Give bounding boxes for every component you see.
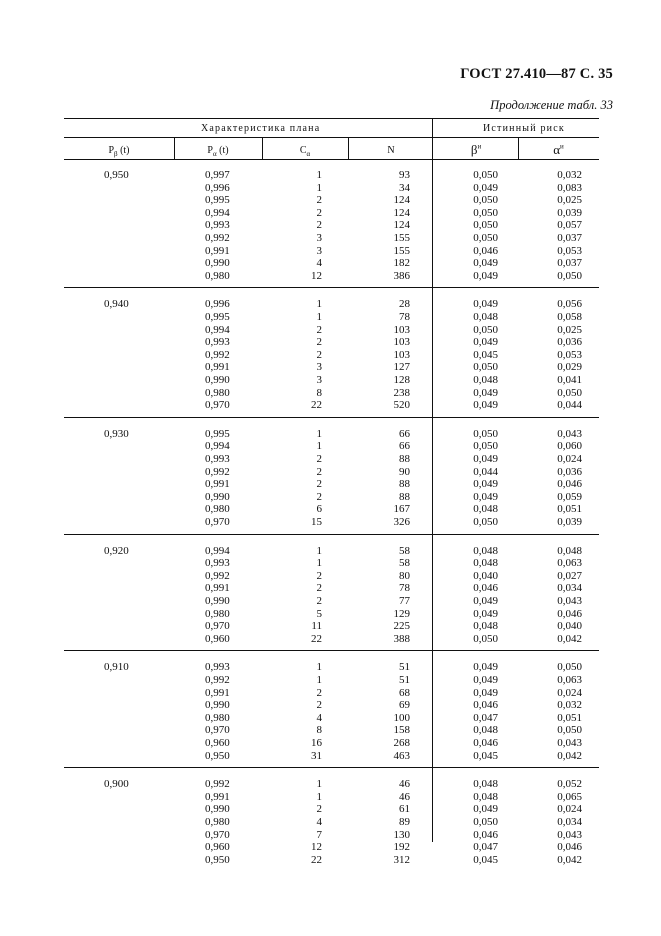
cell-pa: 0,997 bbox=[205, 169, 230, 181]
cell-beta: 0,048 bbox=[473, 374, 498, 386]
cell-n: 386 bbox=[393, 269, 410, 282]
cell-alpha: 0,036 bbox=[557, 336, 582, 349]
cell-alpha: 0,039 bbox=[557, 206, 582, 219]
cell-pa: 0,990 bbox=[205, 699, 230, 712]
cell-c: 2 bbox=[316, 453, 322, 465]
cell-alpha: 0,024 bbox=[557, 453, 582, 465]
cell-n: 124 bbox=[393, 219, 410, 232]
cell-pa: 0,994 bbox=[205, 544, 230, 557]
cell-pa: 0,991 bbox=[205, 790, 230, 803]
cell-pa: 0,992 bbox=[205, 674, 230, 686]
cell-pb: 0,900 bbox=[104, 778, 129, 791]
cell-alpha: 0,046 bbox=[557, 607, 582, 620]
cell-n: 80 bbox=[399, 569, 410, 582]
cell-alpha: 0,032 bbox=[557, 169, 582, 181]
cell-c: 1 bbox=[316, 440, 322, 453]
cell-n: 61 bbox=[399, 803, 410, 816]
cell-beta: 0,049 bbox=[473, 269, 498, 282]
cell-c: 31 bbox=[311, 749, 322, 762]
cell-alpha: 0,057 bbox=[557, 219, 582, 232]
cell-n: 100 bbox=[393, 711, 410, 724]
cell-n: 192 bbox=[393, 841, 410, 854]
group-separator bbox=[64, 417, 599, 418]
cell-n: 78 bbox=[399, 311, 410, 323]
cell-n: 46 bbox=[399, 778, 410, 791]
cell-alpha: 0,063 bbox=[557, 674, 582, 686]
cell-beta: 0,048 bbox=[473, 724, 498, 737]
cell-beta: 0,050 bbox=[473, 516, 498, 528]
cell-n: 93 bbox=[399, 169, 410, 181]
cell-beta: 0,050 bbox=[473, 816, 498, 828]
cell-n: 58 bbox=[399, 544, 410, 557]
cell-pa: 0,980 bbox=[205, 269, 230, 282]
cell-beta: 0,049 bbox=[473, 257, 498, 270]
cell-alpha: 0,034 bbox=[557, 582, 582, 595]
cell-c: 1 bbox=[316, 790, 322, 803]
cell-beta: 0,048 bbox=[473, 311, 498, 323]
cell-alpha: 0,043 bbox=[557, 427, 582, 440]
cell-alpha: 0,050 bbox=[557, 269, 582, 282]
cell-beta: 0,049 bbox=[473, 803, 498, 816]
col-header-pb bbox=[64, 145, 174, 158]
col-header-pb-sub: β bbox=[114, 150, 118, 158]
cell-beta: 0,048 bbox=[473, 544, 498, 557]
cell-c: 22 bbox=[311, 399, 322, 412]
cell-n: 66 bbox=[399, 427, 410, 440]
cell-beta: 0,046 bbox=[473, 244, 498, 257]
cell-n: 463 bbox=[393, 749, 410, 762]
cell-pa: 0,990 bbox=[205, 803, 230, 816]
cell-pa: 0,993 bbox=[205, 453, 230, 465]
cell-c: 2 bbox=[316, 582, 322, 595]
cell-alpha: 0,058 bbox=[557, 311, 582, 323]
cell-pa: 0,995 bbox=[205, 427, 230, 440]
cell-alpha: 0,043 bbox=[557, 828, 582, 841]
cell-n: 158 bbox=[393, 724, 410, 737]
cell-c: 2 bbox=[316, 323, 322, 336]
cell-n: 167 bbox=[393, 503, 410, 516]
cell-c: 1 bbox=[316, 674, 322, 686]
cell-c: 8 bbox=[316, 386, 322, 399]
cell-c: 2 bbox=[316, 569, 322, 582]
cell-n: 388 bbox=[393, 632, 410, 645]
cell-beta: 0,050 bbox=[473, 219, 498, 232]
cell-beta: 0,050 bbox=[473, 427, 498, 440]
cell-pa: 0,980 bbox=[205, 816, 230, 828]
cell-beta: 0,047 bbox=[473, 841, 498, 854]
cell-alpha: 0,037 bbox=[557, 257, 582, 270]
col-header-n: N bbox=[387, 145, 395, 156]
cell-alpha: 0,046 bbox=[557, 841, 582, 854]
col-header-c-sub: α bbox=[306, 150, 311, 158]
group-separator bbox=[64, 767, 599, 768]
cell-c: 2 bbox=[316, 219, 322, 232]
cell-beta: 0,049 bbox=[473, 490, 498, 503]
cell-n: 77 bbox=[399, 595, 410, 607]
cell-pa: 0,970 bbox=[205, 399, 230, 412]
cell-alpha: 0,025 bbox=[557, 194, 582, 207]
cell-beta: 0,049 bbox=[473, 386, 498, 399]
cell-pb: 0,910 bbox=[104, 661, 129, 674]
cell-c: 12 bbox=[311, 841, 322, 854]
cell-c: 2 bbox=[316, 465, 322, 478]
cell-c: 7 bbox=[316, 828, 322, 841]
cell-alpha: 0,046 bbox=[557, 478, 582, 491]
cell-n: 520 bbox=[393, 399, 410, 412]
cell-alpha: 0,059 bbox=[557, 490, 582, 503]
cell-n: 89 bbox=[399, 816, 410, 828]
cell-alpha: 0,025 bbox=[557, 323, 582, 336]
cell-beta: 0,049 bbox=[473, 595, 498, 607]
cell-c: 1 bbox=[316, 778, 322, 791]
cell-alpha: 0,024 bbox=[557, 803, 582, 816]
cell-alpha: 0,034 bbox=[557, 816, 582, 828]
cell-pa: 0,994 bbox=[205, 206, 230, 219]
table-top-rule bbox=[64, 118, 599, 119]
cell-pa: 0,990 bbox=[205, 374, 230, 386]
cell-n: 129 bbox=[393, 607, 410, 620]
cell-c: 2 bbox=[316, 699, 322, 712]
cell-beta: 0,048 bbox=[473, 503, 498, 516]
cell-alpha: 0,053 bbox=[557, 244, 582, 257]
cell-beta: 0,045 bbox=[473, 348, 498, 361]
cell-beta: 0,047 bbox=[473, 711, 498, 724]
cell-n: 182 bbox=[393, 257, 410, 270]
cell-c: 2 bbox=[316, 478, 322, 491]
cell-c: 1 bbox=[316, 661, 322, 674]
col-header-pb-symbol: P bbox=[108, 145, 115, 156]
group-header-risk: Истинный риск bbox=[483, 123, 565, 134]
cell-pb: 0,920 bbox=[104, 544, 129, 557]
cell-pa: 0,992 bbox=[205, 569, 230, 582]
col-header-beta-sup: и bbox=[477, 142, 482, 151]
header-divider-2 bbox=[262, 137, 263, 159]
cell-beta: 0,049 bbox=[473, 181, 498, 194]
cell-alpha: 0,050 bbox=[557, 661, 582, 674]
cell-pa: 0,960 bbox=[205, 737, 230, 749]
cell-alpha: 0,048 bbox=[557, 544, 582, 557]
cell-beta: 0,050 bbox=[473, 440, 498, 453]
cell-pa: 0,996 bbox=[205, 298, 230, 311]
col-header-beta-symbol: β bbox=[470, 142, 478, 157]
cell-pa: 0,996 bbox=[205, 181, 230, 194]
cell-c: 6 bbox=[316, 503, 322, 516]
cell-pa: 0,970 bbox=[205, 828, 230, 841]
cell-pa: 0,994 bbox=[205, 323, 230, 336]
cell-alpha: 0,029 bbox=[557, 361, 582, 374]
cell-beta: 0,049 bbox=[473, 453, 498, 465]
cell-beta: 0,049 bbox=[473, 298, 498, 311]
cell-c: 16 bbox=[311, 737, 322, 749]
header-divider-1 bbox=[174, 137, 175, 159]
cell-n: 128 bbox=[393, 374, 410, 386]
cell-c: 1 bbox=[316, 427, 322, 440]
col-header-pa-symbol: P bbox=[207, 145, 213, 156]
cell-pa: 0,970 bbox=[205, 516, 230, 528]
cell-alpha: 0,042 bbox=[557, 853, 582, 866]
cell-c: 1 bbox=[316, 544, 322, 557]
cell-n: 124 bbox=[393, 194, 410, 207]
cell-alpha: 0,036 bbox=[557, 465, 582, 478]
cell-c: 12 bbox=[311, 269, 322, 282]
col-header-c-symbol: C bbox=[299, 145, 307, 156]
header-divider-3 bbox=[348, 137, 349, 159]
cell-beta: 0,050 bbox=[473, 194, 498, 207]
cell-alpha: 0,043 bbox=[557, 595, 582, 607]
cell-c: 2 bbox=[316, 194, 322, 207]
cell-n: 238 bbox=[393, 386, 410, 399]
col-header-pa-arg: (t) bbox=[219, 145, 229, 156]
cell-pa: 0,970 bbox=[205, 620, 230, 633]
cell-beta: 0,046 bbox=[473, 699, 498, 712]
cell-n: 155 bbox=[393, 244, 410, 257]
cell-beta: 0,049 bbox=[473, 399, 498, 412]
cell-beta: 0,050 bbox=[473, 361, 498, 374]
cell-alpha: 0,065 bbox=[557, 790, 582, 803]
cell-pa: 0,950 bbox=[205, 853, 230, 866]
cell-n: 124 bbox=[393, 206, 410, 219]
header-divider-group bbox=[432, 118, 433, 159]
cell-c: 2 bbox=[316, 595, 322, 607]
col-header-pa bbox=[174, 145, 262, 158]
cell-n: 78 bbox=[399, 582, 410, 595]
cell-c: 1 bbox=[316, 557, 322, 570]
cell-c: 3 bbox=[316, 361, 322, 374]
cell-pa: 0,960 bbox=[205, 841, 230, 854]
cell-c: 2 bbox=[316, 336, 322, 349]
cell-pa: 0,950 bbox=[205, 749, 230, 762]
cell-beta: 0,050 bbox=[473, 632, 498, 645]
cell-n: 103 bbox=[393, 336, 410, 349]
cell-pa: 0,991 bbox=[205, 244, 230, 257]
cell-n: 90 bbox=[399, 465, 410, 478]
cell-alpha: 0,044 bbox=[557, 399, 582, 412]
cell-alpha: 0,052 bbox=[557, 778, 582, 791]
cell-beta: 0,048 bbox=[473, 620, 498, 633]
cell-n: 312 bbox=[393, 853, 410, 866]
cell-beta: 0,049 bbox=[473, 336, 498, 349]
cell-n: 46 bbox=[399, 790, 410, 803]
cell-c: 2 bbox=[316, 490, 322, 503]
cell-c: 5 bbox=[316, 607, 322, 620]
cell-beta: 0,050 bbox=[473, 323, 498, 336]
cell-pa: 0,990 bbox=[205, 257, 230, 270]
cell-alpha: 0,083 bbox=[557, 181, 582, 194]
cell-c: 3 bbox=[316, 374, 322, 386]
cell-alpha: 0,043 bbox=[557, 737, 582, 749]
page-header: ГОСТ 27.410—87 С. 35 bbox=[460, 66, 613, 82]
cell-pa: 0,993 bbox=[205, 557, 230, 570]
cell-n: 103 bbox=[393, 323, 410, 336]
cell-pa: 0,980 bbox=[205, 607, 230, 620]
cell-c: 2 bbox=[316, 348, 322, 361]
cell-alpha: 0,032 bbox=[557, 699, 582, 712]
cell-pa: 0,980 bbox=[205, 711, 230, 724]
col-header-beta bbox=[434, 142, 518, 158]
cell-pa: 0,991 bbox=[205, 361, 230, 374]
cell-pa: 0,991 bbox=[205, 582, 230, 595]
cell-alpha: 0,027 bbox=[557, 569, 582, 582]
cell-beta: 0,049 bbox=[473, 686, 498, 699]
cell-n: 155 bbox=[393, 232, 410, 244]
cell-pa: 0,992 bbox=[205, 778, 230, 791]
cell-c: 3 bbox=[316, 244, 322, 257]
cell-pa: 0,993 bbox=[205, 336, 230, 349]
cell-c: 4 bbox=[316, 816, 322, 828]
cell-alpha: 0,041 bbox=[557, 374, 582, 386]
cell-pa: 0,995 bbox=[205, 194, 230, 207]
cell-n: 28 bbox=[399, 298, 410, 311]
cell-c: 1 bbox=[316, 169, 322, 181]
cell-c: 1 bbox=[316, 181, 322, 194]
cell-beta: 0,045 bbox=[473, 853, 498, 866]
cell-n: 88 bbox=[399, 453, 410, 465]
cell-alpha: 0,063 bbox=[557, 557, 582, 570]
cell-alpha: 0,039 bbox=[557, 516, 582, 528]
cell-alpha: 0,051 bbox=[557, 503, 582, 516]
cell-alpha: 0,040 bbox=[557, 620, 582, 633]
cell-beta: 0,049 bbox=[473, 674, 498, 686]
cell-pa: 0,991 bbox=[205, 686, 230, 699]
column-header-rule bbox=[64, 159, 599, 160]
cell-n: 88 bbox=[399, 478, 410, 491]
cell-n: 66 bbox=[399, 440, 410, 453]
cell-beta: 0,049 bbox=[473, 607, 498, 620]
col-header-c bbox=[262, 145, 348, 158]
cell-alpha: 0,050 bbox=[557, 724, 582, 737]
cell-c: 4 bbox=[316, 711, 322, 724]
col-header-alpha-sup: и bbox=[560, 142, 564, 151]
cell-beta: 0,049 bbox=[473, 478, 498, 491]
cell-pa: 0,992 bbox=[205, 232, 230, 244]
cell-pa: 0,990 bbox=[205, 595, 230, 607]
cell-alpha: 0,060 bbox=[557, 440, 582, 453]
cell-c: 2 bbox=[316, 803, 322, 816]
col-header-alpha bbox=[518, 142, 599, 158]
table-continuation-caption: Продолжение табл. 33 bbox=[490, 98, 613, 112]
header-divider-5 bbox=[518, 137, 519, 159]
col-header-pa-sub: α bbox=[212, 150, 217, 158]
cell-c: 22 bbox=[311, 853, 322, 866]
cell-c: 11 bbox=[311, 620, 322, 633]
cell-beta: 0,044 bbox=[473, 465, 498, 478]
cell-n: 51 bbox=[399, 674, 410, 686]
cell-beta: 0,040 bbox=[473, 569, 498, 582]
cell-c: 2 bbox=[316, 686, 322, 699]
cell-alpha: 0,042 bbox=[557, 632, 582, 645]
cell-c: 15 bbox=[311, 516, 322, 528]
cell-pa: 0,960 bbox=[205, 632, 230, 645]
cell-beta: 0,050 bbox=[473, 206, 498, 219]
cell-pa: 0,970 bbox=[205, 724, 230, 737]
cell-pa: 0,993 bbox=[205, 219, 230, 232]
cell-pa: 0,992 bbox=[205, 348, 230, 361]
body-divider bbox=[432, 159, 433, 842]
cell-beta: 0,046 bbox=[473, 828, 498, 841]
cell-n: 68 bbox=[399, 686, 410, 699]
cell-n: 326 bbox=[393, 516, 410, 528]
cell-c: 4 bbox=[316, 257, 322, 270]
cell-n: 58 bbox=[399, 557, 410, 570]
cell-c: 1 bbox=[316, 298, 322, 311]
cell-pb: 0,930 bbox=[104, 427, 129, 440]
cell-beta: 0,049 bbox=[473, 661, 498, 674]
group-separator bbox=[64, 287, 599, 288]
group-separator bbox=[64, 650, 599, 651]
cell-beta: 0,048 bbox=[473, 790, 498, 803]
cell-beta: 0,046 bbox=[473, 582, 498, 595]
cell-beta: 0,046 bbox=[473, 737, 498, 749]
cell-c: 1 bbox=[316, 311, 322, 323]
cell-c: 2 bbox=[316, 206, 322, 219]
group-header-plan: Характеристика плана bbox=[201, 123, 321, 134]
cell-pa: 0,980 bbox=[205, 503, 230, 516]
cell-alpha: 0,024 bbox=[557, 686, 582, 699]
cell-n: 88 bbox=[399, 490, 410, 503]
cell-pa: 0,991 bbox=[205, 478, 230, 491]
cell-n: 103 bbox=[393, 348, 410, 361]
cell-n: 34 bbox=[399, 181, 410, 194]
cell-c: 8 bbox=[316, 724, 322, 737]
cell-beta: 0,048 bbox=[473, 557, 498, 570]
cell-n: 130 bbox=[393, 828, 410, 841]
cell-n: 127 bbox=[393, 361, 410, 374]
cell-pa: 0,990 bbox=[205, 490, 230, 503]
cell-pb: 0,940 bbox=[104, 298, 129, 311]
col-header-pb-arg: (t) bbox=[120, 145, 130, 156]
cell-pa: 0,994 bbox=[205, 440, 230, 453]
cell-beta: 0,050 bbox=[473, 232, 498, 244]
group-separator bbox=[64, 534, 599, 535]
cell-n: 268 bbox=[393, 737, 410, 749]
cell-c: 3 bbox=[316, 232, 322, 244]
cell-pa: 0,980 bbox=[205, 386, 230, 399]
col-header-alpha-symbol: α bbox=[553, 142, 561, 157]
cell-c: 22 bbox=[311, 632, 322, 645]
cell-pa: 0,992 bbox=[205, 465, 230, 478]
cell-alpha: 0,051 bbox=[557, 711, 582, 724]
cell-beta: 0,050 bbox=[473, 169, 498, 181]
cell-alpha: 0,050 bbox=[557, 386, 582, 399]
cell-n: 69 bbox=[399, 699, 410, 712]
cell-alpha: 0,056 bbox=[557, 298, 582, 311]
cell-alpha: 0,053 bbox=[557, 348, 582, 361]
cell-alpha: 0,042 bbox=[557, 749, 582, 762]
cell-beta: 0,045 bbox=[473, 749, 498, 762]
cell-alpha: 0,037 bbox=[557, 232, 582, 244]
cell-n: 51 bbox=[399, 661, 410, 674]
cell-n: 225 bbox=[393, 620, 410, 633]
cell-beta: 0,048 bbox=[473, 778, 498, 791]
cell-pb: 0,950 bbox=[104, 169, 129, 181]
cell-pa: 0,995 bbox=[205, 311, 230, 323]
cell-pa: 0,993 bbox=[205, 661, 230, 674]
